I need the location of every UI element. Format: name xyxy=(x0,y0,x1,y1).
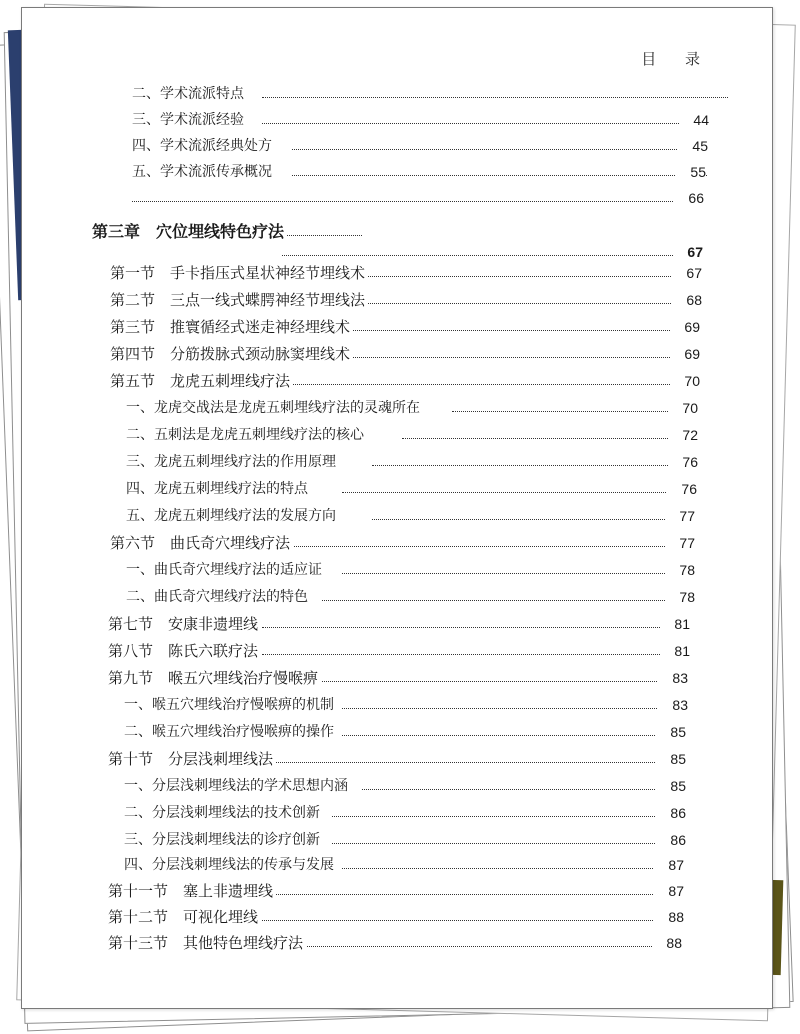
toc-entry-title: 五、龙虎五刺埋线疗法的发展方向 xyxy=(126,505,339,527)
toc-entry-title: 第一节 手卡指压式星状神经节埋线术 xyxy=(110,262,368,284)
leader-dots xyxy=(372,519,687,520)
toc-entry-page: 87 xyxy=(654,854,684,876)
leader-dots xyxy=(272,762,675,763)
toc-entry-title: 第十二节 可视化埋线 xyxy=(108,906,261,928)
leader-dots xyxy=(322,600,685,601)
toc-entry-title: 三、龙虎五刺埋线疗法的作用原理 xyxy=(126,451,339,473)
toc-entry xyxy=(22,721,772,745)
toc-entry xyxy=(22,532,772,556)
leader-dots xyxy=(262,97,728,98)
leader-dots xyxy=(132,201,697,202)
toc-entry-page: 86 xyxy=(656,829,686,851)
toc-entry-title: 一、龙虎交战法是龙虎五刺埋线疗法的灵魂所在 xyxy=(126,397,423,419)
toc-entry-title: 三、分层浅刺埋线法的诊疗创新 xyxy=(124,829,323,851)
toc-entry xyxy=(22,187,772,211)
toc-entry xyxy=(22,613,772,637)
toc-entry-page: 67 xyxy=(672,262,702,284)
leader-dots xyxy=(372,465,690,466)
toc-entry xyxy=(22,694,772,718)
toc-entry xyxy=(22,505,772,529)
toc-entry xyxy=(22,262,772,286)
toc-entry-page: 83 xyxy=(658,667,688,689)
leader-dots xyxy=(342,735,675,736)
toc-entry-title: 第十节 分层浅刺埋线法 xyxy=(108,748,276,770)
toc-entry-title: 二、学术流派特点 xyxy=(132,83,247,105)
toc-entry-page: 72 xyxy=(668,424,698,446)
toc-entry-page: 88 xyxy=(652,932,682,954)
toc-entry-title: 二、五刺法是龙虎五刺埋线疗法的核心 xyxy=(126,424,367,446)
toc-entry xyxy=(22,559,772,583)
leader-dots xyxy=(322,276,697,277)
leader-dots xyxy=(362,789,675,790)
leader-dots xyxy=(452,411,692,412)
leader-dots xyxy=(292,946,668,947)
leader-dots xyxy=(282,255,677,256)
leader-dots xyxy=(262,654,680,655)
leader-dots xyxy=(332,816,675,817)
toc-entry-title: 第八节 陈氏六联疗法 xyxy=(108,640,261,662)
toc-entry xyxy=(22,667,772,691)
toc-entry-title: 三、学术流派经验 xyxy=(132,109,247,131)
toc-entry-page: 77 xyxy=(665,505,695,527)
toc-entry-page: 69 xyxy=(670,316,700,338)
toc-entry-title: 第七节 安康非遗埋线 xyxy=(108,613,261,635)
toc-entry-page: 70 xyxy=(668,397,698,419)
toc-entry-title: 一、喉五穴埋线治疗慢喉痹的机制 xyxy=(124,694,337,716)
toc-entry-page: 83 xyxy=(658,694,688,716)
toc-entry-title: 四、分层浅刺埋线法的传承与发展 xyxy=(124,854,337,876)
toc-entry xyxy=(22,370,772,394)
toc-entry xyxy=(22,109,772,133)
toc-entry-page: 85 xyxy=(656,721,686,743)
toc-entry-title: 一、曲氏奇穴埋线疗法的适应证 xyxy=(126,559,325,581)
toc-entry xyxy=(22,775,772,799)
toc-entry xyxy=(22,316,772,340)
toc-entry-title: 第三节 推寰循经式迷走神经埋线术 xyxy=(110,316,353,338)
toc-entry xyxy=(22,586,772,610)
toc-entry-title: 第九节 喉五穴埋线治疗慢喉痹 xyxy=(108,667,321,689)
leader-dots xyxy=(292,384,692,385)
toc-entry-title: 二、喉五穴埋线治疗慢喉痹的操作 xyxy=(124,721,337,743)
toc-entry xyxy=(22,906,772,930)
toc-entry xyxy=(22,161,772,185)
toc-entry xyxy=(22,802,772,826)
toc-entry-title: 第十一节 塞上非遗埋线 xyxy=(108,880,276,902)
toc-entry xyxy=(22,343,772,367)
toc-entry-title: 五、学术流派传承概况 xyxy=(132,161,275,183)
leader-dots xyxy=(322,303,697,304)
toc-entry-title: 第五节 龙虎五刺埋线疗法 xyxy=(110,370,293,392)
leader-dots xyxy=(402,438,692,439)
toc-entry-page: 78 xyxy=(665,559,695,581)
toc-entry-page: 81 xyxy=(660,613,690,635)
leader-dots xyxy=(262,894,673,895)
leader-dots xyxy=(342,708,677,709)
toc-entry-title: 第十三节 其他特色埋线疗法 xyxy=(108,932,306,954)
leader-dots xyxy=(262,627,680,628)
leader-dots xyxy=(322,357,692,358)
toc-entry-title: 四、龙虎五刺埋线疗法的特点 xyxy=(126,478,311,500)
toc-entry-page: 44 xyxy=(679,109,709,131)
leader-dots xyxy=(342,492,690,493)
toc-entry xyxy=(22,854,772,878)
toc-entry xyxy=(22,829,772,853)
toc-entry-page: 88 xyxy=(654,906,684,928)
toc-entry-page: 87 xyxy=(654,880,684,902)
leader-dots xyxy=(252,920,673,921)
toc-page xyxy=(21,7,773,1009)
toc-entry xyxy=(22,932,772,956)
leader-dots xyxy=(292,175,707,176)
toc-chapter-title: 第三章 穴位埋线特色疗法 xyxy=(92,221,287,243)
leader-dots xyxy=(322,681,677,682)
toc-entry-page: 78 xyxy=(665,586,695,608)
toc-entry xyxy=(22,424,772,448)
leader-dots xyxy=(292,149,707,150)
toc-entry-page: 66 xyxy=(674,187,704,209)
toc-entry-page: 69 xyxy=(670,343,700,365)
leader-dots xyxy=(292,546,687,547)
toc-entry xyxy=(22,880,772,904)
toc-entry-page: 76 xyxy=(667,478,697,500)
page-header: 目 录 xyxy=(641,50,712,68)
toc-entry-title: 四、学术流派经典处方 xyxy=(132,135,275,157)
toc-entry xyxy=(22,748,772,772)
toc-entry-page: 68 xyxy=(672,289,702,311)
toc-entry-page: 67 xyxy=(673,241,703,263)
toc-entry xyxy=(22,397,772,421)
toc-entry xyxy=(22,478,772,502)
toc-entry-page: 55 xyxy=(676,161,706,183)
toc-entry-page: 85 xyxy=(656,775,686,797)
toc-entry xyxy=(22,83,772,107)
toc-entry xyxy=(22,289,772,313)
toc-entry xyxy=(22,640,772,664)
toc-entry-title: 二、分层浅刺埋线法的技术创新 xyxy=(124,802,323,824)
leader-dots xyxy=(342,868,673,869)
toc-entry-page: 77 xyxy=(665,532,695,554)
toc-entry-title: 一、分层浅刺埋线法的学术思想内涵 xyxy=(124,775,351,797)
toc-entry xyxy=(22,451,772,475)
toc-entry-title: 二、曲氏奇穴埋线疗法的特色 xyxy=(126,586,311,608)
toc-entry-page: 81 xyxy=(660,640,690,662)
toc-entry-page: 45 xyxy=(678,135,708,157)
leader-dots xyxy=(322,330,692,331)
toc-entry-title: 第六节 曲氏奇穴埋线疗法 xyxy=(110,532,293,554)
toc-entry xyxy=(22,135,772,159)
toc-entry-page: 86 xyxy=(656,802,686,824)
leader-dots xyxy=(332,843,675,844)
leader-dots xyxy=(262,123,707,124)
toc-entry-page: 70 xyxy=(670,370,700,392)
leader-dots xyxy=(282,235,362,236)
toc-entry-title: 第四节 分筋拨脉式颈动脉窦埋线术 xyxy=(110,343,353,365)
toc-entry-title: 第二节 三点一线式蝶腭神经节埋线法 xyxy=(110,289,368,311)
toc-entry-page: 76 xyxy=(668,451,698,473)
leader-dots xyxy=(342,573,685,574)
toc-entry-page: 85 xyxy=(656,748,686,770)
